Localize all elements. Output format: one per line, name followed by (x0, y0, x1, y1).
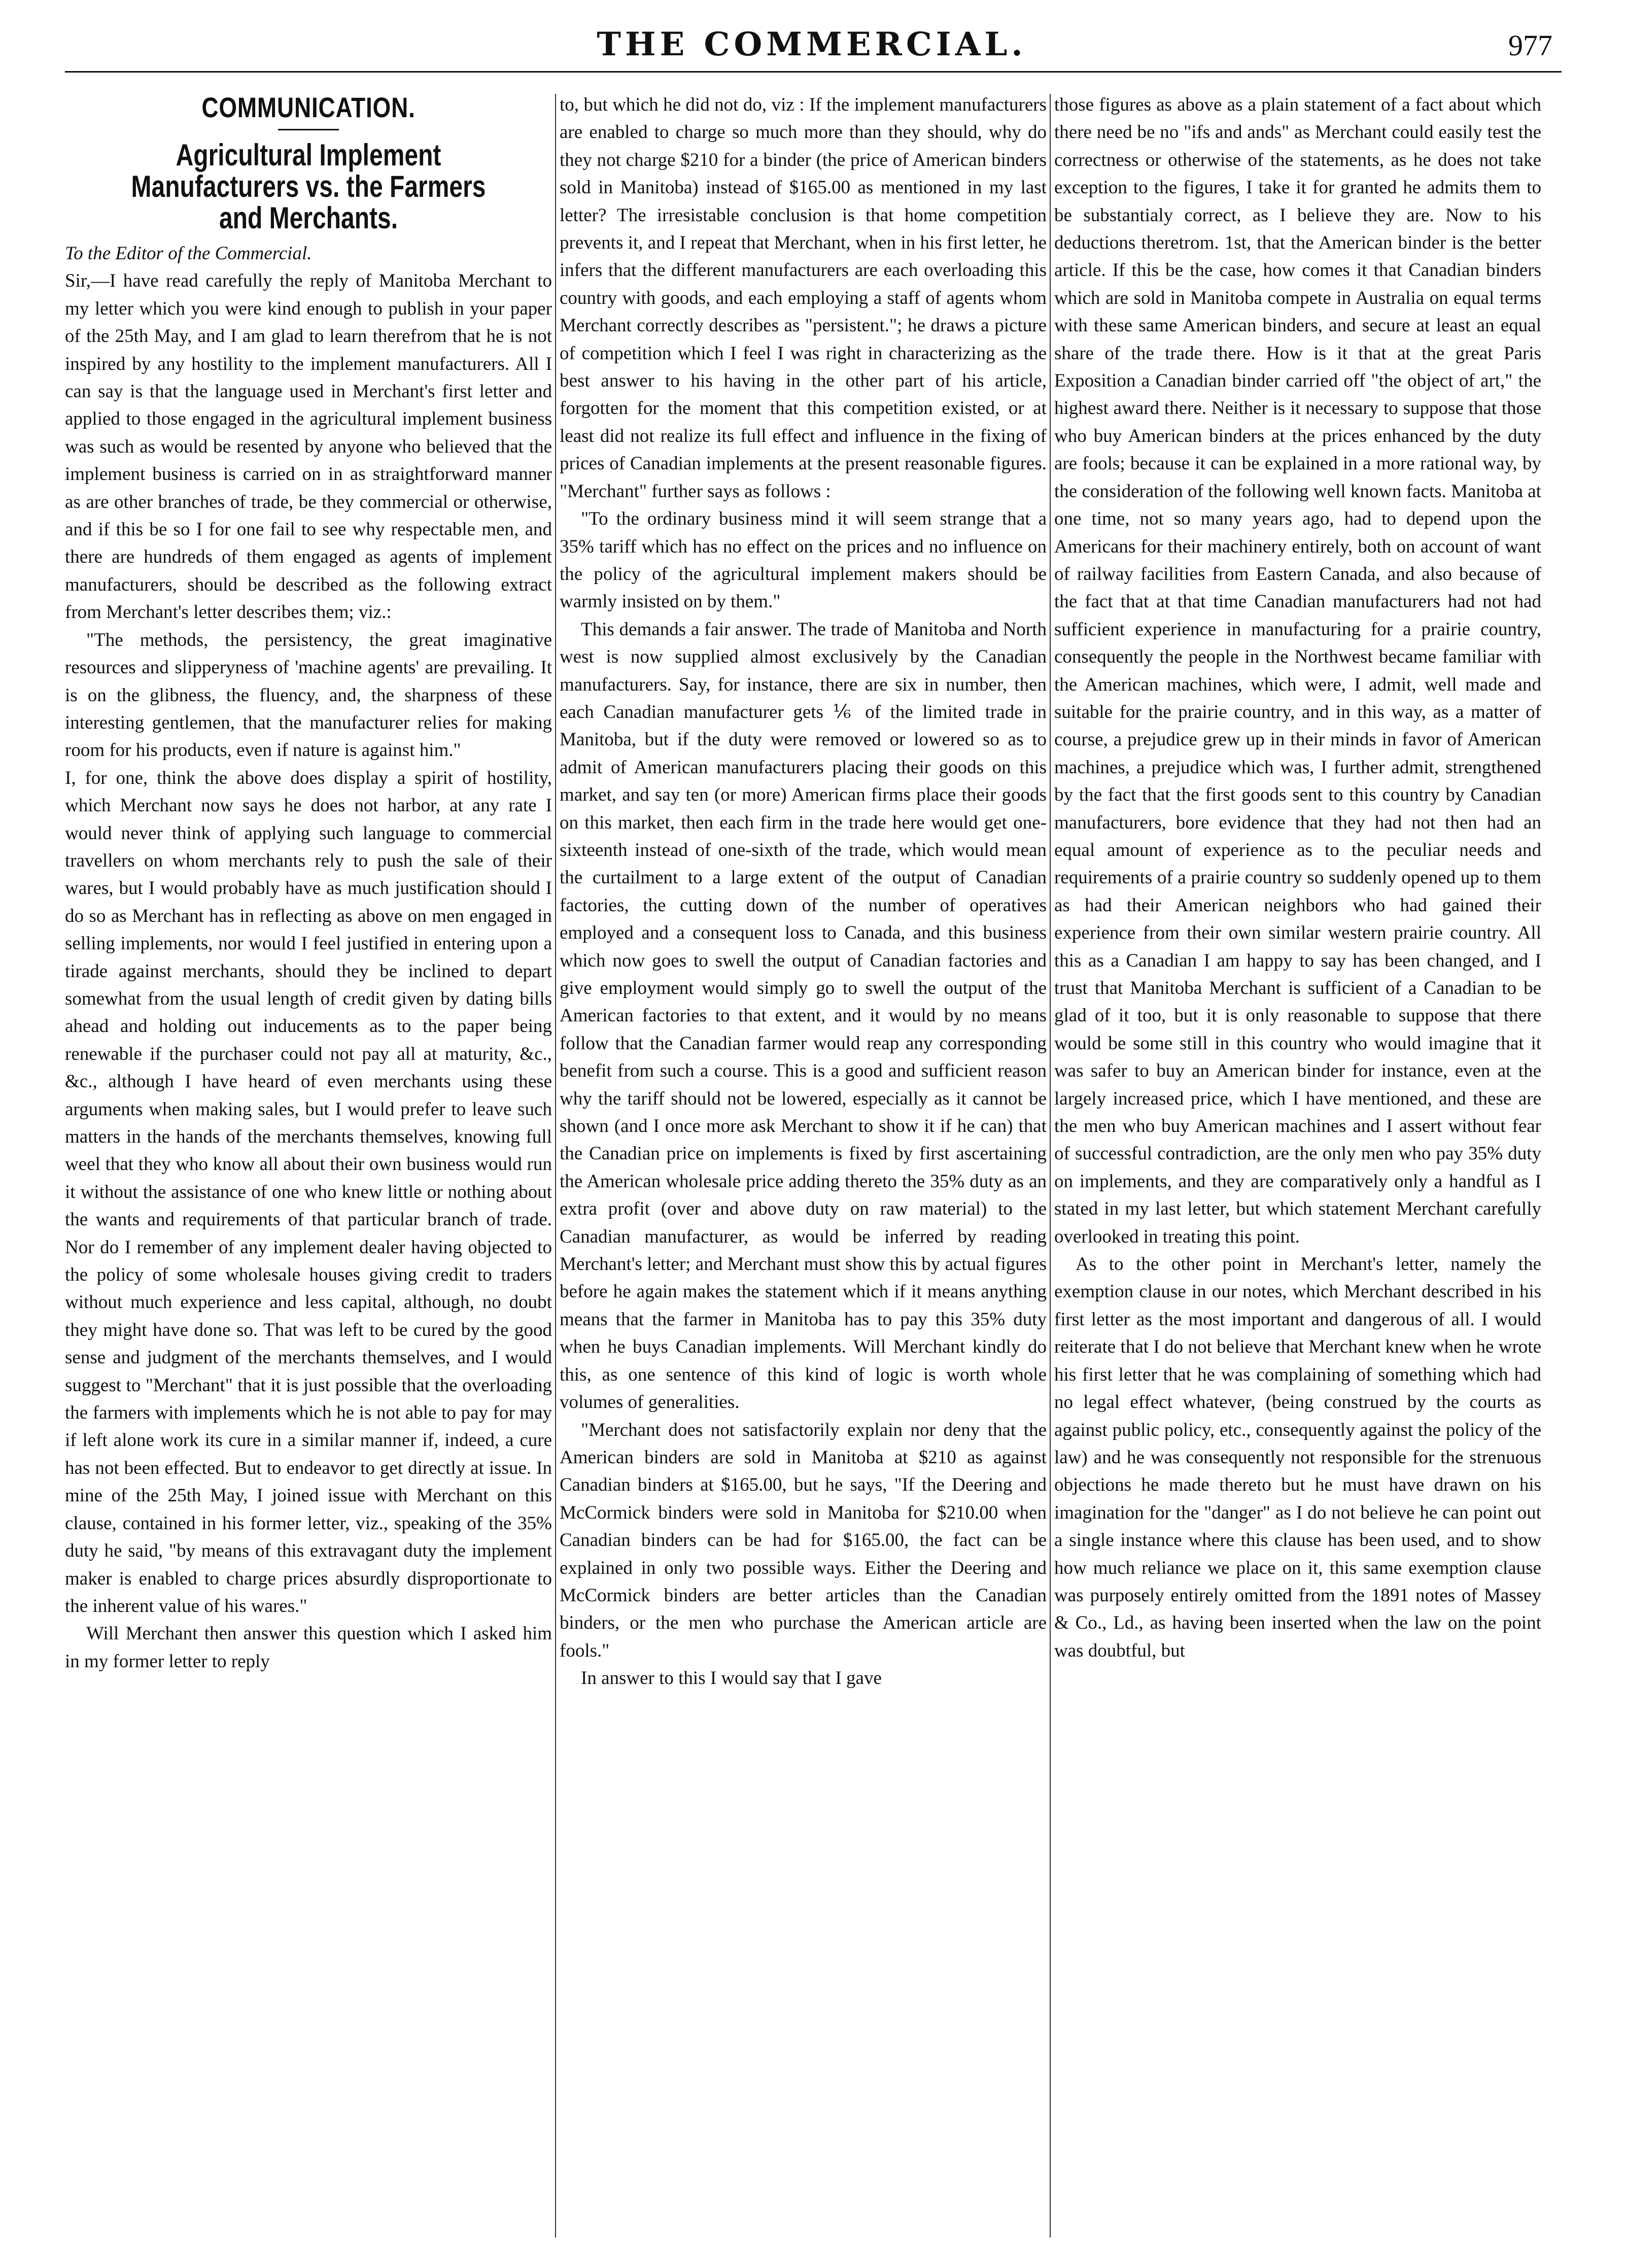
column-divider (555, 94, 556, 2238)
column-3 (1054, 91, 1541, 2248)
column-divider (1050, 94, 1051, 2238)
paragraph: In answer to this I would say that I gave (581, 1668, 882, 1689)
paragraph: "To the ordinary business mind it will seem strange that a 35% tariff which has no effect on the prices and no influence on the policy of the agricultural implement makers should be warmly insisted on by them." (560, 508, 1047, 612)
article-headline: Agricultural Implement Manufacturers vs. the Farmers and Merchants. (131, 138, 486, 235)
paragraph: This demands a fair answer. The trade of Manitoba and North west is now supplied almost exclusively by the Canadian manufacturers. Say, for instance, there are six in number, then each Canadian manufacturer gets ⅙ of the limited trade in Manitoba, but if the duty were removed or lowered so as to admit of American manufacturers placing their goods on this market, and say ten (or more) American firms place their goods on this market, then each firm in the trade here would get one-sixteenth instead of one-sixth of the trade, which would mean the curtailment to a large extent of the output of Canadian factories, the cutting down of the number of operatives employed and a consequent loss to Canada, and this business which now goes to swell the output of Canadian factories and give employment would simply go to swell the output of the American factories to that extent, and it would by no means follow that the Canadian farmer would reap any corresponding benefit from such a course. This is a good and sufficient reason why the tariff should not be lowered, especially as it cannot be shown (and I once more ask Merchant to show it if he can) that the Canadian price on implements is fixed by first ascertaining the American wholesale price adding thereto the 35% duty as an extra profit (over and above duty on raw material) to the Canadian manufacturer, as would be inferred by reading Merchant's letter; and Merchant must show this by actual figures before he again makes the statement which if it means anything means that the farmer in Manitoba has to pay this 35% duty when he buys Canadian implements. Will Merchant kindly do this, as one sentence of this kind of logic is worth whole volumes of generalities. (560, 618, 1047, 1413)
paragraph: As to the other point in Merchant's letter, namely the exemption clause in our notes, which Merchant described in his first letter as the most important and dangerous of all. I would reiterate that I do not believe that Merchant knew when he wrote his first letter that he was complaining of something which had no legal effect whatever, (being construed by the courts as against public policy, etc., consequently against the policy of the law) and he was consequently not responsible for the strenuous objections he made thereto but he must have drawn on his imagination for the "danger" as I do not believe he can point out a single instance where this clause has been used, and to show how much reliance we place on it, this same exemption clause was purposely entirely omitted from the 1891 notes of Massey & Co., Ld., as having been inserted when the law on the point was doubtful, but (1054, 1254, 1541, 1661)
salutation: To the Editor of the Commercial. (65, 243, 312, 264)
paragraph: Sir,—I have read carefully the reply of Manitoba Merchant to my letter which you were kind enough to publish in your paper of the 25th May, and I am glad to learn therefrom that he is not inspired by any hostility to the implement manufacturers. All I can say is that the language used in Merchant's first letter and applied to those engaged in the agricultural implement business was such as would be resented by anyone who believed that the implement business is carried on in as straightforward manner as are other branches of trade, be they commercial or otherwise, and if this be so I for one fail to see why respectable men, and there are hundreds of them engaged as agents of implement manufacturers, should be described as the following extract from Merchant's letter describes them; viz.: (65, 270, 552, 623)
paragraph: Will Merchant then answer this question which I asked him in my former letter to reply (65, 1623, 552, 1672)
paragraph: those figures as above as a plain statement of a fact about which there need be no "ifs and ands" as Merchant could easily test the correctness or otherwise of the statements, as he does not take exception to the figures, I take it for granted he admits them to be substantialy correct, as I believe they are. Now to his deductions theretrom. 1st, that the American binder is the better article. If this be the case, how comes it that Canadian binders which are sold in Manitoba compete in Australia on equal terms with these same American binders, and secure at least an equal share of the trade there. How is it that at the great Paris Exposition a Canadian binder carried off "the object of art," the highest award there. Neither is it necessary to suppose that those who buy American binders at the prices enhanced by the duty are fools; because it can be explained in a more rational way, by the consideration of the following well known facts. Manitoba at one time, not so many years ago, had to depend upon the Americans for their machinery entirely, both on account of want of railway facilities from Eastern Canada, and also because of the fact that at that time Canadian manufacturers had not had sufficient experience in manufacturing for a prairie country, consequently the people in the Northwest became familiar with the American machines, which were, I admit, well made and suitable for the prairie country, and in this way, as a matter of course, a prejudice grew up in their minds in favor of American machines, a prejudice which was, I further admit, strengthened by the fact that the first goods sent to this country by Canadian manufacturers, bore evidence that they had not then had an equal amount of experience as to the peculiar needs and requirements of a prairie country so suddenly opened up to them as had their American neighbors who had gained their experience from their own similar western prairie country. All this as a Canadian I am happy to say has been changed, and I trust that Manitoba Merchant is sufficient of a Canadian to be glad of it too, but it is only reasonable to suppose that there would be some still in this country who would imagine that it was safer to buy an American binder for instance, even at the largely increased price, which I have mentioned, and these are the men who buy American machines and I assert without fear of successful contradiction, are the only men who pay 35% duty on implements, and they are comparatively only a handful as I stated in my last letter, but which statement Merchant carefully overlooked in treating this point. (1054, 94, 1541, 1247)
paragraph: "Merchant does not satisfactorily explain nor deny that the American binders are sold in Manitoba at $210 as against Canadian binders at $165.00, but he says, "If the Deering and McCormick binders were sold in Manitoba for $210.00 when Canadian binders can be had for $165.00, the fact can be explained in only two possible ways. Either the Deering and McCormick binders are better articles than the Canadian binders, or the men who purchase the American article are fools." (560, 1419, 1047, 1661)
paragraph: I, for one, think the above does display a spirit of hostility, which Merchant now says he does not harbor, at any rate I would never think of applying such language to commercial travellers on whom merchants rely to push the sale of their wares, but I would probably have as much justification should I do so as Merchant has in reflecting as above on men engaged in selling implements, nor would I feel justified in entering upon a tirade against merchants, should they be inclined to depart somewhat from the usual length of credit given by dating bills ahead and holding out inducements as to the paper being renewable if the purchaser could not pay all at maturity, &c., &c., although I have heard of even merchants using these arguments when making sales, but I would prefer to leave such matters in the hands of the merchants themselves, knowing full weel that they who know all about their own business would run it without the assistance of one who knew little or nothing about the wants and requirements of that particular branch of trade. Nor do I remember of any implement dealer having objected to the policy of some wholesale houses giving credit to traders without much experience and less capital, although, no doubt they might have done so. That was left to be cured by the good sense and judgment of the merchants themselves, and I would suggest to "Merchant" that it is just possible that the overloading the farmers with implements which he is not able to pay for may if left alone work its cure in a similar manner if, indeed, a cure has not been effected. But to endeavor to get directly at issue. In mine of the 25th May, I joined issue with Merchant on this clause, contained in his former letter, viz., speaking of the 35% duty he said, "by means of this extravagant duty the implement maker is enabled to charge prices absurdly disproportionate to the inherent value of his wares." (65, 767, 552, 1617)
paragraph: to, but which he did not do, viz : If the implement manufacturers are enabled to charge so much more than they should, why do they not charge $210 for a binder (the price of American binders sold in Manitoba) instead of $165.00 as mentioned in my last letter? The irresistable conclusion is that home competition prevents it, and I repeat that Merchant, when in his first letter, he infers that the different manufacturers are each overloading this country with goods, and each employing a staff of agents whom Merchant correctly describes as "persistent."; he draws a picture of competition which I feel I was right in characterizing as the best answer to his having in the other part of his article, forgotten for the moment that this competition existed, or at least did not realize its full effect and influence in the fixing of prices of Canadian implements at the present reasonable figures. "Merchant" further says as follows : (560, 94, 1047, 502)
page-number: 977 (1508, 29, 1552, 62)
header-rule (65, 71, 1562, 73)
column-1 (65, 91, 552, 2248)
column-2 (560, 91, 1047, 2248)
heading-rule (278, 129, 339, 130)
section-heading: COMMUNICATION. (201, 91, 416, 123)
paragraph: "The methods, the persistency, the great imaginative resources and slipperyness of 'machine agents' are prevailing. It is on the glibness, the fluency, and, the sharpness of these interesting gentlemen, that the manufacturer relies for making room for his products, even if nature is against him." (65, 629, 552, 761)
masthead: THE COMMERCIAL. (597, 25, 1027, 63)
